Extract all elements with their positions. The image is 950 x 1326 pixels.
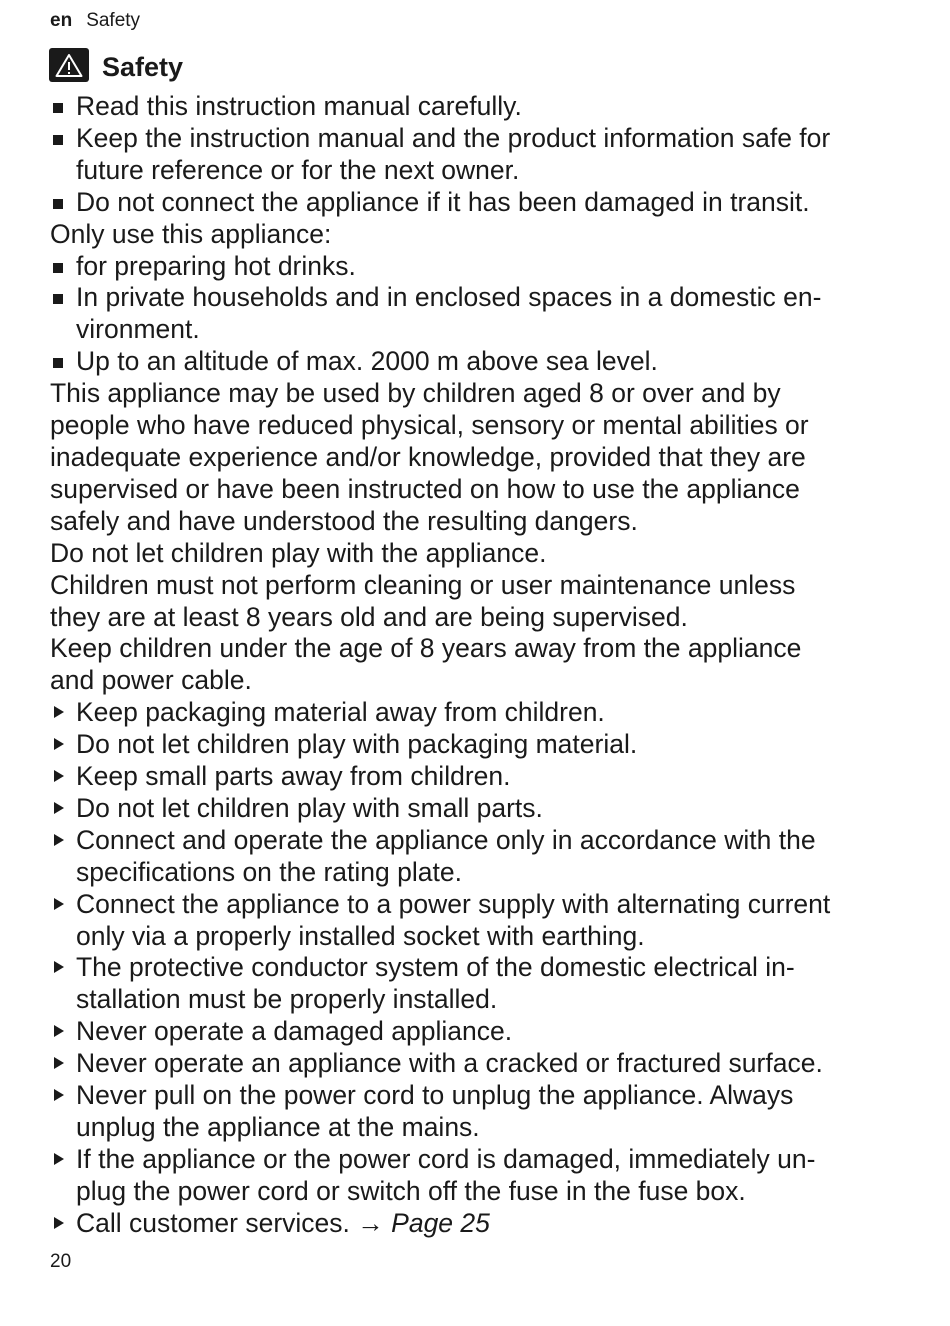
triangle-bullet-icon — [54, 802, 64, 814]
square-bullet-icon — [53, 199, 63, 209]
language-code: en — [50, 10, 73, 31]
page-title: Safety — [102, 52, 184, 82]
action-item: Call customer services. → Page 25 — [50, 1208, 900, 1240]
triangle-bullet-icon — [54, 1217, 64, 1229]
action-item-continuation: stallation must be properly installed. — [76, 984, 498, 1015]
list-item: Do not connect the appliance if it has been damaged in transit. — [50, 187, 900, 219]
action-item: If the appliance or the power cord is damaged, immediately un- — [50, 1144, 900, 1176]
list-item-continuation: future reference or for the next owner. — [76, 154, 520, 185]
section-name: Safety — [86, 10, 141, 31]
square-bullet-icon — [53, 103, 63, 113]
list-item: for preparing hot drinks. — [50, 251, 900, 283]
warning-triangle-icon — [49, 48, 89, 82]
square-bullet-icon — [53, 135, 63, 145]
action-item: Keep packaging material away from children. — [50, 697, 900, 729]
page-header — [50, 9, 140, 33]
action-item: Do not let children play with packaging material. — [50, 729, 900, 761]
square-bullet-icon — [53, 263, 63, 273]
intro-list — [50, 91, 900, 219]
section-title — [49, 46, 183, 84]
triangle-bullet-icon — [54, 834, 64, 846]
play-paragraph: Do not let children play with the appliance. — [50, 537, 547, 568]
action-item-continuation: unplug the appliance at the mains. — [76, 1112, 480, 1142]
page-number: 20 — [50, 1251, 72, 1272]
action-item-continuation: only via a properly installed socket with earthing. — [76, 920, 645, 951]
list-item: In private households and in enclosed spaces in a domestic en- — [50, 282, 900, 314]
triangle-bullet-icon — [54, 898, 64, 910]
use-list — [50, 251, 900, 379]
action-item: Connect and operate the appliance only in accordance with the — [50, 825, 900, 857]
action-item-continuation: specifications on the rating plate. — [76, 856, 462, 887]
triangle-bullet-icon — [54, 738, 64, 750]
triangle-bullet-icon — [54, 961, 64, 973]
square-bullet-icon — [53, 358, 63, 368]
list-item: Read this instruction manual carefully. — [50, 91, 900, 123]
action-item: The protective conductor system of the domestic electrical in- — [50, 952, 900, 984]
triangle-bullet-icon — [54, 770, 64, 782]
action-item: Do not let children play with small parts. — [50, 793, 900, 825]
action-item: Connect the appliance to a power supply with alternating current — [50, 889, 900, 921]
triangle-bullet-icon — [54, 706, 64, 718]
action-item: Never operate an appliance with a cracked or fractured surface. — [50, 1048, 900, 1080]
list-item-continuation: vironment. — [76, 314, 200, 345]
action-item-continuation: plug the power cord or switch off the fuse in the fuse box. — [76, 1175, 746, 1206]
list-item: Keep the instruction manual and the product information safe for — [50, 123, 900, 155]
safety-content — [50, 91, 900, 1240]
triangle-bullet-icon — [54, 1089, 64, 1101]
right-arrow-icon: → — [357, 1207, 384, 1238]
triangle-bullet-icon — [54, 1153, 64, 1165]
list-item: Up to an altitude of max. 2000 m above sea level. — [50, 346, 900, 378]
triangle-bullet-icon — [54, 1057, 64, 1069]
action-item: Keep small parts away from children. — [50, 761, 900, 793]
action-item: Never operate a damaged appliance. — [50, 1016, 900, 1048]
age-paragraph: Keep children under the age of 8 years away from the appliance and power cable. — [50, 633, 802, 696]
action-item: Never pull on the power cord to unplug the appliance. Always — [50, 1080, 900, 1112]
page-reference-link[interactable]: Page 25 — [391, 1207, 490, 1238]
children-paragraph: This appliance may be used by children aged 8 or over and by people who have reduced physical, sensory or mental abilities or inadequate experience and/or knowledge, provided that they are supervised or have been instructed on how to use the appliance safely and have understood the resulting dangers. — [50, 378, 809, 536]
use-heading: Only use this appliance: — [50, 218, 332, 249]
cleaning-paragraph: Children must not perform cleaning or user maintenance unless they are at least 8 years old and are being supervised. — [50, 569, 796, 632]
action-list — [50, 697, 900, 1239]
square-bullet-icon — [53, 294, 63, 304]
triangle-bullet-icon — [54, 1025, 64, 1037]
